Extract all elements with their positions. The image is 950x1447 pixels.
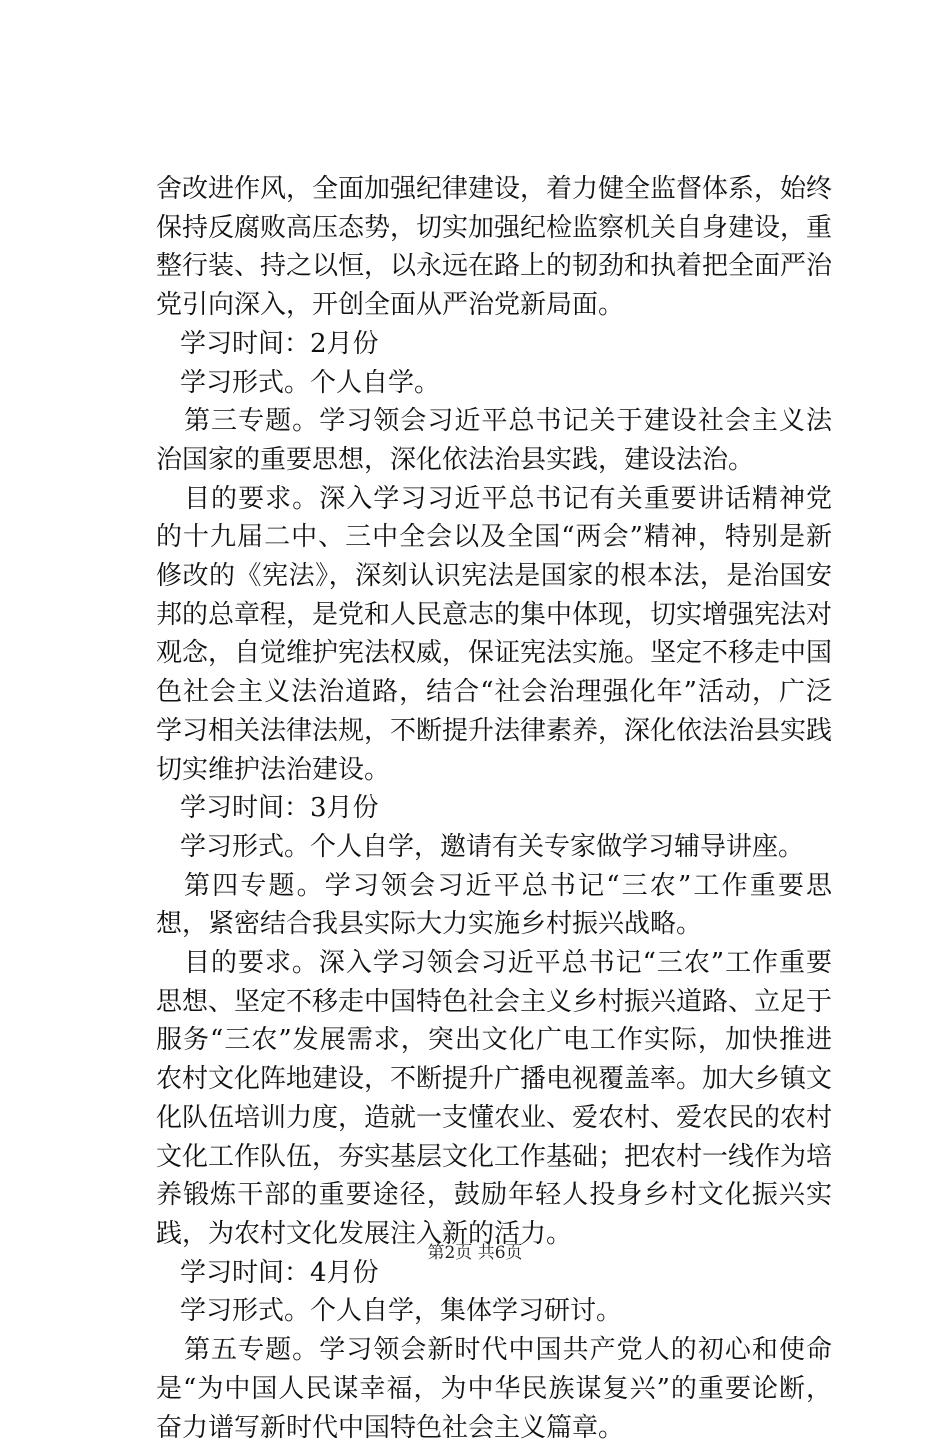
paragraph-study-form-2: 学习形式。个人自学，邀请有关专家做学习辅导讲座。 <box>180 831 805 862</box>
paragraph-study-time-feb: 学习时间：2月份 <box>180 328 379 359</box>
paragraph-study-time-apr: 学习时间：4月份 <box>180 1257 379 1288</box>
paragraph-topic-five: 第五专题。学习领会新时代中国共产党人的初心和使命是“为中国人民谋幸福，为中华民族谋复兴”的重要论断，奋力谱写新时代中国特色社会主义篇章。 <box>156 1335 832 1443</box>
paragraph-topic-three: 第三专题。学习领会习近平总书记关于建设社会主义法治国家的重要思想，深化依法治县实践，建设法治。 <box>156 406 832 475</box>
page-footer <box>0 1238 950 1263</box>
paragraph-study-form-3: 学习形式。个人自学，集体学习研讨。 <box>180 1296 623 1327</box>
paragraph-intro-continuation: 舍改进作风，全面加强纪律建设，着力健全监督体系，始终保持反腐败高压态势，切实加强纪检监察机关自身建设，重整行装、持之以恒，以永远在路上的韧劲和执着把全面严治党引向深入，开创全面从严治党新局面。 <box>156 174 833 321</box>
paragraph-study-form-1: 学习形式。个人自学。 <box>180 367 441 398</box>
paragraph-study-time-mar: 学习时间：3月份 <box>180 793 379 824</box>
paragraph-topic-four: 第四专题。学习领会习近平总书记“三农”工作重要思想，紧密结合我县实际大力实施乡村振兴战略。 <box>156 870 832 940</box>
page-number-label: 第2页 共6页 <box>427 1243 523 1263</box>
paragraph-goals-three: 目的要求。深入学习习近平总书记有关重要讲话精神党的十九届二中、三中全会以及全国“两会”精神，特别是新修改的《宪法》，深刻认识宪法是国家的根本法，是治国安邦的总章程，是党和人民意志的集中体现，切实增强宪法对观念，自觉维护宪法权威，保证宪法实施。坚定不移走中国色社会主义法治道路，结合“社会治理强化年”活动，广泛学习相关法律法规，不断提升法律素养，深化依法治县实践切实维护法治建设。 <box>156 483 833 785</box>
paragraph-goals-four: 目的要求。深入学习领会习近平总书记“三农”工作重要思想、坚定不移走中国特色社会主义乡村振兴道路、立足于服务“三农”发展需求，突出文化广电工作实际，加快推进农村文化阵地建设，不断提升广播电视覆盖率。加大乡镇文化队伍培训力度，造就一支懂农业、爱农村、爱农民的农村文化工作队伍，夯实基层文化工作基础；把农村一线作为培养锻炼干部的重要途径，鼓励年轻人投身乡村文化振兴实践，为农村文化发展注入新的活力。 <box>156 948 833 1249</box>
